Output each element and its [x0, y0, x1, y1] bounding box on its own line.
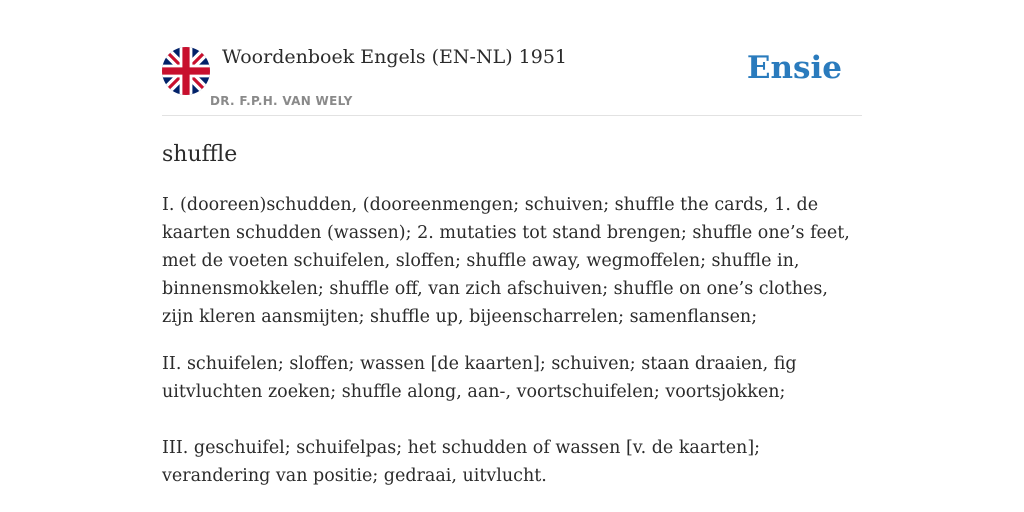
sense-3: III. geschuifel; schuifelpas; het schudden of wassen [v. de kaarten]; verandering van positie; gedraai, uitvlucht.	[162, 438, 761, 486]
dictionary-author: DR. F.P.H. VAN WELY	[210, 94, 353, 108]
dictionary-header	[162, 44, 862, 116]
uk-flag-icon	[162, 47, 210, 95]
sense-1: I. (dooreen)schudden, (dooreenmengen; schuiven; shuffle the cards, 1. de kaarten schudden (wassen); 2. mutaties tot stand brengen; shuffle one’s feet, met de voeten schuifelen, sloffen; shuffle away, wegmoffelen; shuffle in, binnensmokkelen; shuffle off, van zich afschuiven; shuffle on one’s clothes, zijn kleren aansmijten; shuffle up, bijeenscharrelen; samenflansen;	[162, 195, 850, 327]
dictionary-title[interactable]: Woordenboek Engels (EN-NL) 1951	[222, 46, 567, 68]
sense-2: II. schuifelen; sloffen; wassen [de kaarten]; schuiven; staan draaien, fig uitvluchten zoeken; shuffle along, aan-, voortschuifelen; voortsjokken;	[162, 354, 797, 402]
dictionary-card	[162, 44, 862, 490]
headword: shuffle	[162, 142, 238, 167]
ensie-logo[interactable]: Ensie	[746, 50, 842, 86]
